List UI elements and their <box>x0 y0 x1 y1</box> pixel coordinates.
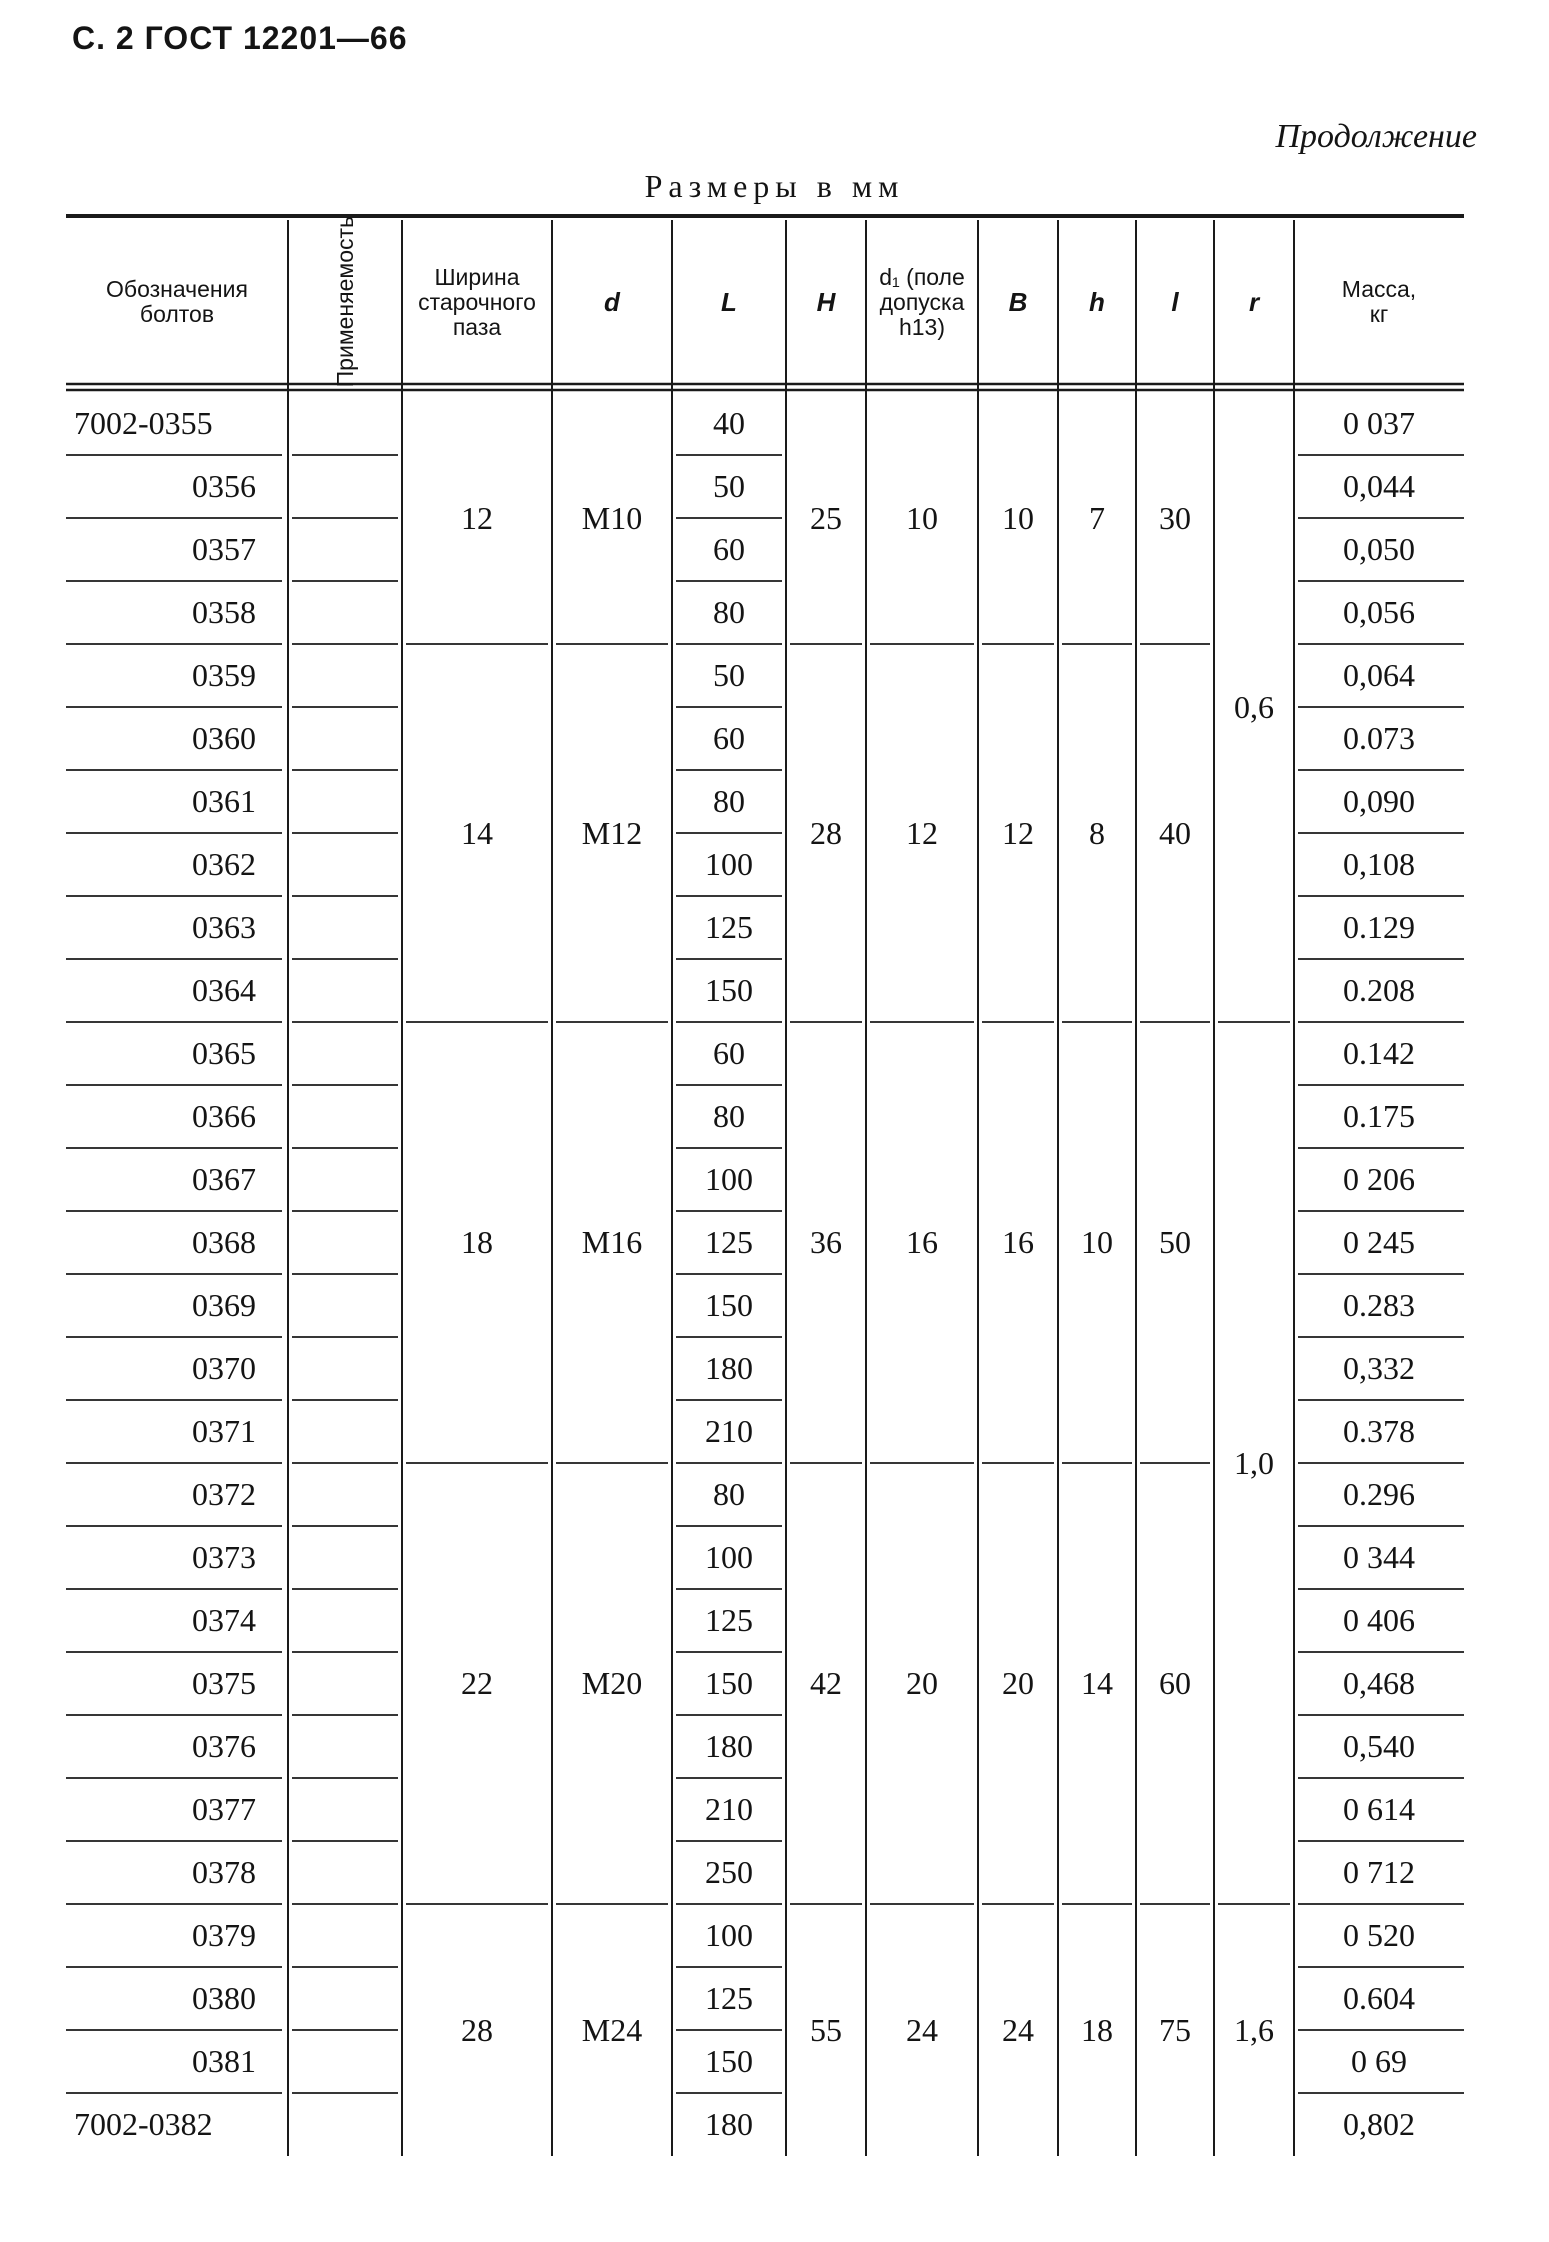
length-L: 125 <box>705 1224 753 1260</box>
length-L: 40 <box>713 405 745 441</box>
header-l: l <box>1171 286 1179 317</box>
bolt-designation: 0379 <box>192 1917 256 1953</box>
mass-kg: 0.129 <box>1343 909 1415 945</box>
mass-kg: 0 614 <box>1343 1791 1415 1827</box>
bolt-designation: 7002-0355 <box>74 405 213 441</box>
length-L: 50 <box>713 657 745 693</box>
bolt-designation: 0356 <box>192 468 256 504</box>
mass-kg: 0,108 <box>1343 846 1415 882</box>
width-B: 10 <box>1002 499 1034 536</box>
continuation-label: Продолжение <box>1275 118 1477 155</box>
length-L: 250 <box>705 1854 753 1890</box>
length-L: 125 <box>705 1980 753 2016</box>
slot-width: 28 <box>461 2011 493 2048</box>
bolt-dimensions-table <box>66 212 1474 2174</box>
bolt-designation: 0377 <box>192 1791 256 1827</box>
bolt-designation: 0378 <box>192 1854 256 1890</box>
table-caption: Размеры в мм <box>644 168 905 204</box>
height-H: 25 <box>810 499 842 536</box>
height-h: 18 <box>1081 2011 1113 2048</box>
width-B: 12 <box>1002 814 1034 851</box>
length-L: 80 <box>713 1098 745 1134</box>
length-L: 180 <box>705 2106 753 2142</box>
slot-width: 18 <box>461 1224 493 1260</box>
slot-width: 12 <box>461 499 493 536</box>
header-width: Ширина старочного паза <box>418 263 536 340</box>
length-L: 150 <box>705 972 753 1008</box>
length-L: 60 <box>713 531 745 567</box>
length-l: 40 <box>1159 814 1191 851</box>
bolt-designation: 0372 <box>192 1476 256 1512</box>
bolt-designation: 7002-0382 <box>74 2106 213 2142</box>
length-L: 50 <box>713 468 745 504</box>
bolt-designation: 0381 <box>192 2043 256 2079</box>
diameter-d1: 16 <box>906 1224 938 1260</box>
bolt-designation: 0376 <box>192 1728 256 1764</box>
header-applicability-cell <box>288 216 402 388</box>
thread-d: M20 <box>581 1665 643 1701</box>
radius-r: 1,0 <box>1234 1444 1274 1481</box>
height-h: 10 <box>1081 1224 1113 1260</box>
thread-d: M16 <box>581 1224 643 1260</box>
header-r: r <box>1248 286 1260 317</box>
length-l: 60 <box>1159 1665 1191 1701</box>
slot-width: 14 <box>461 814 493 851</box>
header-mass: Масса, кг <box>1341 276 1417 327</box>
mass-kg: 0,468 <box>1343 1665 1415 1701</box>
bolt-designation: 0367 <box>192 1161 256 1197</box>
length-l: 30 <box>1159 499 1191 536</box>
length-L: 100 <box>705 1539 753 1575</box>
width-B: 16 <box>1002 1224 1034 1260</box>
mass-kg: 0.208 <box>1343 972 1415 1008</box>
mass-kg: 0 712 <box>1343 1854 1415 1890</box>
diameter-d1: 24 <box>906 2011 938 2048</box>
mass-kg: 0 406 <box>1343 1602 1415 1638</box>
mass-kg: 0,090 <box>1343 783 1415 819</box>
header-applicability: Применяемость <box>331 216 358 388</box>
length-L: 125 <box>705 909 753 945</box>
header-designation: Обозначения болтов <box>106 276 248 327</box>
bolt-designation: 0369 <box>192 1287 256 1323</box>
mass-kg: 0.142 <box>1343 1035 1415 1071</box>
mass-kg: 0,050 <box>1343 531 1415 567</box>
bolt-designation: 0371 <box>192 1413 256 1449</box>
mass-kg: 0,044 <box>1343 468 1415 504</box>
radius-r: 1,6 <box>1234 2011 1274 2048</box>
mass-kg: 0.175 <box>1343 1098 1415 1134</box>
header-B: B <box>1008 286 1028 317</box>
mass-kg: 0,540 <box>1343 1728 1415 1764</box>
header-H: H <box>816 286 836 317</box>
bolt-designation: 0373 <box>192 1539 256 1575</box>
bolt-designation: 0360 <box>192 720 256 756</box>
mass-kg: 0.378 <box>1343 1413 1415 1449</box>
length-L: 150 <box>705 2043 753 2079</box>
length-L: 180 <box>705 1350 753 1386</box>
mass-kg: 0.073 <box>1343 720 1415 756</box>
width-B: 20 <box>1002 1665 1034 1701</box>
height-h: 14 <box>1081 1665 1113 1701</box>
height-H: 36 <box>810 1224 842 1260</box>
length-L: 80 <box>713 783 745 819</box>
length-L: 60 <box>713 720 745 756</box>
header-d: d <box>604 286 620 317</box>
length-L: 80 <box>713 594 745 630</box>
mass-kg: 0 344 <box>1343 1539 1415 1575</box>
height-h: 7 <box>1089 499 1105 536</box>
height-h: 8 <box>1089 814 1105 851</box>
mass-kg: 0 245 <box>1343 1224 1415 1260</box>
length-L: 100 <box>705 1917 753 1953</box>
length-L: 80 <box>713 1476 745 1512</box>
length-l: 75 <box>1159 2011 1191 2048</box>
bolt-designation: 0380 <box>192 1980 256 2016</box>
diameter-d1: 12 <box>906 814 938 851</box>
bolt-designation: 0361 <box>192 783 256 819</box>
height-H: 42 <box>810 1665 842 1701</box>
length-L: 150 <box>705 1287 753 1323</box>
mass-kg: 0,056 <box>1343 594 1415 630</box>
diameter-d1: 20 <box>906 1665 938 1701</box>
slot-width: 22 <box>461 1665 493 1701</box>
length-L: 125 <box>705 1602 753 1638</box>
width-B: 24 <box>1002 2011 1034 2048</box>
thread-d: M12 <box>581 814 643 851</box>
page-header: С. 2 ГОСТ 12201—66 <box>72 20 408 56</box>
mass-kg: 0,064 <box>1343 657 1415 693</box>
length-L: 60 <box>713 1035 745 1071</box>
mass-kg: 0 69 <box>1351 2043 1407 2079</box>
bolt-designation: 0374 <box>192 1602 256 1638</box>
length-L: 210 <box>705 1791 753 1827</box>
length-L: 100 <box>705 1161 753 1197</box>
mass-kg: 0 037 <box>1343 405 1415 441</box>
bolt-designation: 0366 <box>192 1098 256 1134</box>
length-L: 150 <box>705 1665 753 1701</box>
bolt-designation: 0375 <box>192 1665 256 1701</box>
radius-r: 0,6 <box>1234 688 1274 725</box>
mass-kg: 0.283 <box>1343 1287 1415 1323</box>
bolt-designation: 0363 <box>192 909 256 945</box>
bolt-designation: 0368 <box>192 1224 256 1260</box>
bolt-designation: 0359 <box>192 657 256 693</box>
bolt-designation: 0364 <box>192 972 256 1008</box>
bolt-designation: 0362 <box>192 846 256 882</box>
mass-kg: 0 206 <box>1343 1161 1415 1197</box>
length-L: 180 <box>705 1728 753 1764</box>
length-l: 50 <box>1159 1224 1191 1260</box>
header-L: L <box>721 286 737 317</box>
height-H: 28 <box>810 814 842 851</box>
thread-d: M24 <box>581 2011 643 2048</box>
bolt-designation: 0365 <box>192 1035 256 1071</box>
thread-d: M10 <box>581 499 643 536</box>
header-d1: d₁ (поле допуска h13) <box>879 263 965 340</box>
length-L: 210 <box>705 1413 753 1449</box>
mass-kg: 0.604 <box>1343 1980 1415 2016</box>
bolt-designation: 0358 <box>192 594 256 630</box>
mass-kg: 0 520 <box>1343 1917 1415 1953</box>
length-L: 100 <box>705 846 753 882</box>
header-h: h <box>1089 286 1105 317</box>
bolt-designation: 0370 <box>192 1350 256 1386</box>
bolt-designation: 0357 <box>192 531 256 567</box>
mass-kg: 0,802 <box>1343 2106 1415 2142</box>
mass-kg: 0.296 <box>1343 1476 1415 1512</box>
height-H: 55 <box>810 2011 842 2048</box>
diameter-d1: 10 <box>906 499 938 536</box>
mass-kg: 0,332 <box>1343 1350 1415 1386</box>
